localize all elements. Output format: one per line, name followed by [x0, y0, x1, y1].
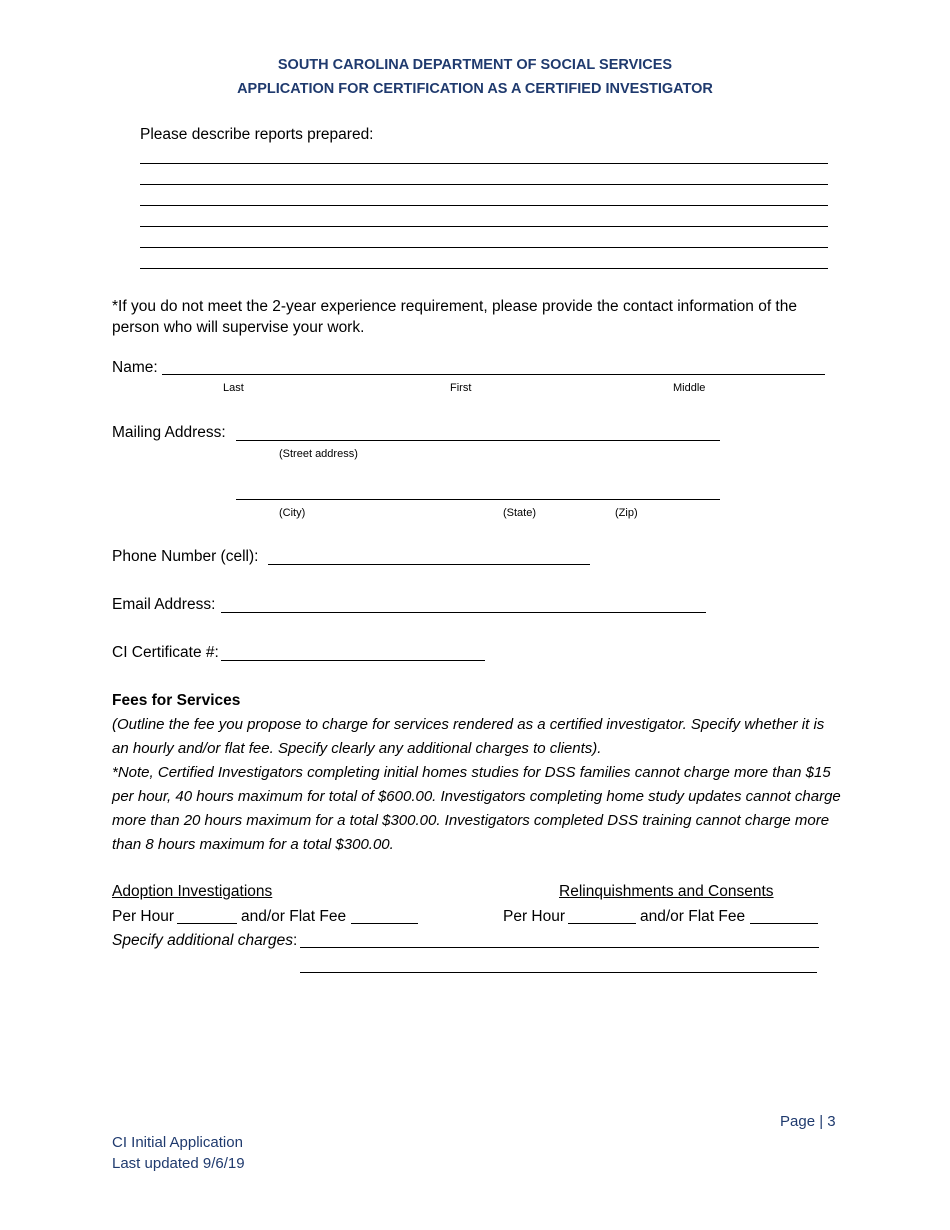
relinquishments-title: Relinquishments and Consents: [559, 883, 774, 900]
relinquishments-per-hour-label: Per Hour: [503, 908, 566, 925]
page-number-block: [780, 1113, 836, 1130]
page-separator: |: [819, 1113, 824, 1130]
email-field[interactable]: [221, 612, 706, 613]
reports-line[interactable]: [140, 205, 828, 206]
adoption-title: Adoption Investigations: [112, 883, 273, 900]
relinquishments-per-hour-field[interactable]: [568, 923, 636, 924]
relinquishments-flat-fee-label: and/or Flat Fee: [640, 908, 746, 925]
name-middle-label: Middle: [673, 382, 706, 394]
name-field[interactable]: [162, 374, 825, 375]
reports-line[interactable]: [140, 184, 828, 185]
supervisor-note: *If you do not meet the 2-year experience requirement, please provide the contact information of the person who will supervise your work.: [112, 298, 797, 336]
reports-line[interactable]: [140, 163, 828, 164]
fees-instructions: (Outline the fee you propose to charge for services rendered as a certified investigator. Specify whether it is an hourly and/or flat fee. Specify clearly any additional charges to clients).: [112, 716, 825, 757]
phone-field[interactable]: [268, 564, 590, 565]
fees-title: Fees for Services: [112, 692, 241, 709]
footer-doc-name: CI Initial Application: [112, 1134, 243, 1151]
street-address-field[interactable]: [236, 440, 720, 441]
additional-charges-label: Specify additional charges: [112, 932, 293, 949]
page-number: 3: [827, 1113, 836, 1130]
mailing-address-label: Mailing Address:: [112, 424, 226, 441]
document-title: SOUTH CAROLINA DEPARTMENT OF SOCIAL SERVICES: [277, 57, 673, 73]
reports-line[interactable]: [140, 268, 828, 269]
adoption-per-hour-label: Per Hour: [112, 908, 175, 925]
reports-label: Please describe reports prepared:: [140, 126, 374, 143]
city-label: (City): [279, 507, 306, 519]
ci-certificate-label: CI Certificate #:: [112, 644, 219, 661]
relinquishments-flat-fee-field[interactable]: [750, 923, 818, 924]
footer-updated: Last updated 9/6/19: [112, 1155, 245, 1172]
page-label: Page: [780, 1113, 816, 1130]
fees-note: *Note, Certified Investigators completing initial homes studies for DSS families cannot charge more than $15 per hour, 40 hours maximum for total of $600.00. Investigators completing home study updates cannot charge more than 20 hours maximum for a total $300.00. Investigators completed DSS training cannot charge more than 8 hours maximum for a total $300.00.: [112, 764, 841, 853]
state-label: (State): [503, 507, 537, 519]
ci-certificate-field[interactable]: [221, 660, 485, 661]
name-last-label: Last: [223, 382, 244, 394]
adoption-flat-fee-label: and/or Flat Fee: [241, 908, 347, 925]
name-label: Name:: [112, 359, 158, 376]
additional-charges-row: Specify additional charges:: [112, 932, 298, 949]
document-subtitle: APPLICATION FOR CERTIFICATION AS A CERTIFIED INVESTIGATOR: [237, 81, 713, 97]
reports-line[interactable]: [140, 247, 828, 248]
city-state-zip-field[interactable]: [236, 499, 720, 500]
additional-charges-line[interactable]: [300, 972, 817, 973]
email-label: Email Address:: [112, 596, 216, 613]
additional-charges-line[interactable]: [300, 947, 819, 948]
adoption-per-hour-field[interactable]: [177, 923, 237, 924]
adoption-flat-fee-field[interactable]: [351, 923, 418, 924]
reports-line[interactable]: [140, 226, 828, 227]
zip-label: (Zip): [615, 507, 638, 519]
street-address-label: (Street address): [279, 448, 358, 460]
name-first-label: First: [450, 382, 472, 394]
phone-label: Phone Number (cell):: [112, 548, 259, 565]
